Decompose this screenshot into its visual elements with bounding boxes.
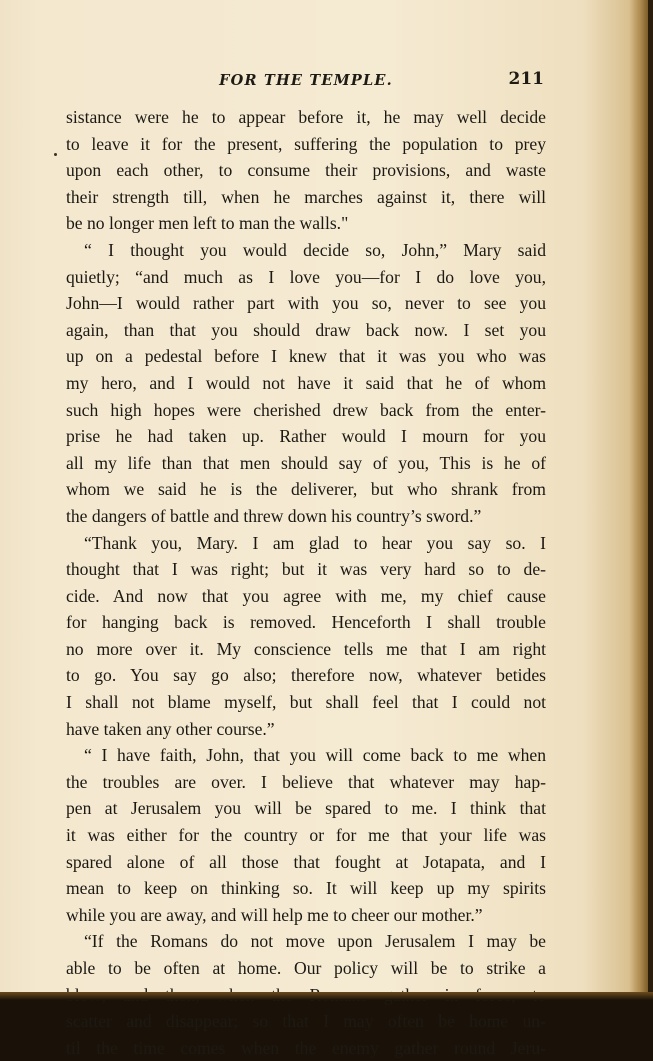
text-line: the dangers of battle and threw down his country’s sword.”	[66, 505, 482, 526]
text-line: my hero, and I would not have it said that he of whom	[66, 372, 546, 393]
text-line: scatter and disappear; so that I may often be home un-	[66, 1011, 546, 1032]
text-line: “ I thought you would decide so, John,” Mary said	[84, 239, 546, 260]
text-line: no more over it. My conscience tells me that I am right	[66, 638, 546, 659]
text-line: whom we said he is the deliverer, but who shrank from	[66, 479, 546, 500]
text-line: sistance were he to appear before it, he may well decide	[66, 107, 546, 127]
text-line: I shall not blame myself, but shall feel that I could not	[66, 692, 546, 713]
text-line: for hanging back is removed. Henceforth I shall trouble	[66, 612, 546, 633]
text-line: pen at Jerusalem you will be spared to me. I think that	[66, 798, 546, 819]
text-line: John—I would rather part with you so, never to see you	[66, 293, 546, 314]
body-text	[66, 104, 546, 1061]
text-line: “Thank you, Mary. I am glad to hear you say so. I	[84, 532, 546, 553]
text-line: it was either for the country or for me that your life was	[66, 825, 546, 846]
text-line: thought that I was right; but it was very hard so to de-	[66, 559, 546, 580]
text-line: such high hopes were cherished drew back from the enter-	[66, 399, 546, 420]
text-line: upon each other, to consume their provisions, and waste	[66, 160, 546, 181]
text-line: to go. You say go also; therefore now, whatever betides	[66, 665, 546, 686]
text-line: the troubles are over. I believe that whatever may hap-	[66, 771, 546, 792]
text-line: “If the Romans do not move upon Jerusalem I may be	[84, 931, 546, 952]
text-line: their strength till, when he marches against it, there will	[66, 186, 546, 207]
text-line: quietly; “and much as I love you—for I do love you,	[66, 266, 546, 287]
text-line: again, than that you should draw back now. I set you	[66, 319, 546, 340]
running-title: FOR THE TEMPLE.	[219, 72, 393, 89]
text-line: til the time comes when the enemy gather round Jeru-	[66, 1037, 546, 1058]
text-line: while you are away, and will help me to cheer our mother.”	[66, 904, 483, 925]
running-head	[66, 68, 546, 92]
text-line: prise he had taken up. Rather would I mourn for you	[66, 426, 546, 447]
text-line: able to be often at home. Our policy will be to strike a	[66, 958, 546, 978]
text-line: “ I have faith, John, that you will come back to me when	[84, 745, 546, 766]
text-line: to leave it for the present, suffering the population to prey	[66, 133, 546, 154]
text-line: up on a pedestal before I knew that it was you who was	[66, 346, 546, 367]
page-bottom-edge	[0, 992, 653, 1000]
page-right-edge	[648, 0, 653, 1000]
margin-mark	[54, 153, 57, 156]
text-line: mean to keep on thinking so. It will keep up my spirits	[66, 878, 546, 899]
page-number: 211	[508, 69, 544, 89]
text-line: cide. And now that you agree with me, my chief cause	[66, 585, 546, 606]
text-line: spared alone of all those that fought at Jotapata, and I	[66, 851, 546, 872]
text-line: have taken any other course.”	[66, 718, 275, 739]
text-line: all my life than that men should say of you, This is he of	[66, 452, 546, 473]
text-line: be no longer men left to man the walls."	[66, 213, 349, 234]
